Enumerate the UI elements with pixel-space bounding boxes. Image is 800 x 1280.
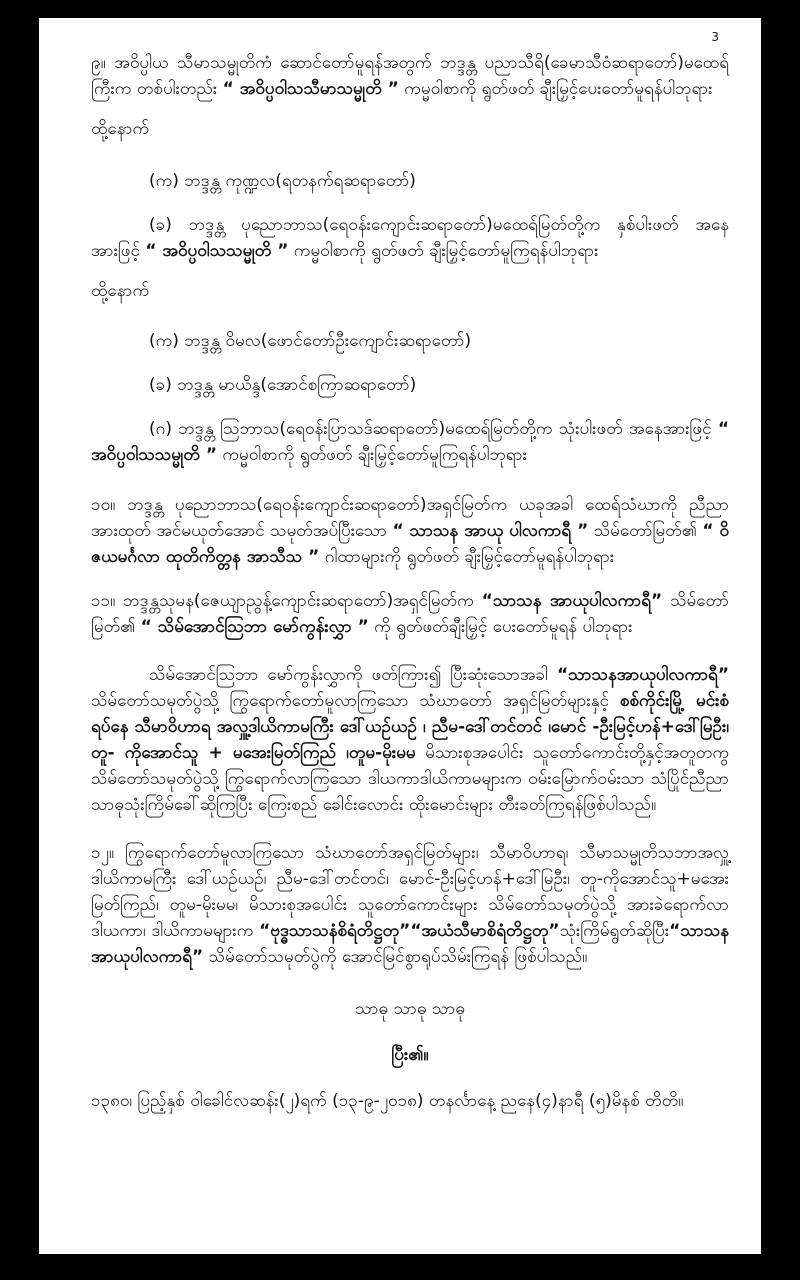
bold-text: “ ဝိဇယမင်္ဂလာ ထုတိကိတ္တန အာသီသ ” — [91, 521, 729, 567]
bold-text: “သာသန အာယုပါလကာရီ” — [481, 591, 663, 611]
text-span: ထို့နောက် — [91, 119, 150, 139]
document-page — [39, 18, 761, 1254]
paragraph-p12 — [91, 662, 729, 818]
paragraph-sadhu — [91, 996, 729, 1022]
paragraph-l2 — [91, 212, 729, 264]
paragraph-l3 — [91, 328, 729, 354]
text-span: ဂါထာများကို ရွတ်ဖတ် ချီးမြှင့်တော်မူရန်ပါဘုရား — [319, 547, 615, 567]
text-span: သိမ်တော်မြတ်၏ — [91, 591, 730, 637]
paragraph-p10 — [91, 492, 729, 570]
text-span: သုံးကြိမ်ရွတ်ဆိုပြီး — [559, 921, 670, 941]
paragraph-p9 — [91, 50, 729, 102]
bold-text: “ အဝိပ္ပဝါသသမ္မုတိ ” — [145, 241, 289, 261]
bold-text: “ အဝိပ္ပဝါသသီမာသမ္မုတိ ” — [222, 79, 399, 99]
text-span: (က) ဘဒ္ဒန္တ ဝိမလ(ဖောင်တော်ဦးကျောင်းဆရာတော်) — [149, 331, 472, 351]
bold-text: “ဗုဒ္ဓသာသနံစိရံတိဋ္ဌတု”“အယံသီမာစိရံတိဋ္ဌတု” — [259, 921, 560, 941]
text-span: သိမ်အောင်ဩဘာ မော်ကွန်းလွှာကို ဖတ်ကြား၍ ပြီးဆုံးသောအခါ — [149, 665, 557, 685]
paragraph-l1 — [91, 168, 729, 194]
text-span: သိမ်တော်သမုတ်ပွဲသို့ ကြွရောက်တော်မူလာကြသော သံဃာတော် အရှင်မြတ်များနှင့် — [91, 691, 620, 711]
text-span: ကို ရွတ်ဖတ်ချီးမြှင့် ပေးတော်မူရန် ပါဘုရား — [368, 617, 633, 637]
paragraph-end — [91, 1042, 729, 1068]
bold-text: “ သိမ်အောင်ဩဘာ မော်ကွန်းလွှာ ” — [140, 617, 369, 637]
text-span: ကမ္မဝါစာကို ရွတ်ဖတ် ချီးမြှင့်တော်မူကြရန်ပါဘုရား — [217, 445, 527, 465]
text-span: ၁၃၈၀၊ ပြည့်နှစ် ဝါခေါင်လဆန်း(၂)ရက် (၁၃-၉-၂၀၁၈) တနင်္လာနေ့ ညနေ(၄)နာရီ (၅)မိနစ် တိတိ။ — [91, 1091, 684, 1111]
paragraph-t1 — [91, 116, 729, 142]
paragraph-t2 — [91, 278, 729, 304]
text-span: သိမ်တော်သမုတ်ပွဲကို အောင်မြင်စွာရုပ်သိမ်းကြရန် ဖြစ်ပါသည်။ — [203, 947, 588, 967]
text-span: (ခ) ဘဒ္ဒန္တ ပုညောဘာသ(ရေဝန်းကျောင်းဆရာတော်)မထေရ်မြတ်တို့က နှစ်ပါးဖတ် အနေအားဖြင့် — [91, 215, 729, 261]
text-span: ၁၀။ ဘဒ္ဒန္တ ပုညောဘာသ(ရေဝန်းကျောင်းဆရာတော်)အရှင်မြတ်က ယခုအခါ ထေရ်သံဃာကို ညီညာအားထုတ် အင်မယုတ်အောင် သမုတ်အပ်ပြီးသော — [91, 495, 729, 541]
text-span: သိမ်တော်မြတ်၏ — [588, 521, 703, 541]
text-span: ၉။ အဝိပ္ပါယ သီမာသမ္မုတိကံ ဆောင်တော်မူရန်အတွက် ဘဒ္ဒန္တ ပညာသီရိ(ခေမာသီဝံဆရာတော်)မထေရ်ကြီးက တစ်ပါးတည်း — [91, 53, 729, 99]
text-span: (က) ဘဒ္ဒန္တ ကုဏ္ဍလ(ရတနက်ရဆရာတော်) — [149, 171, 416, 191]
bold-text: “ အဝိပ္ပဝါသသမ္မုတိ ” — [91, 419, 729, 465]
text-span: ၁၁။ ဘဒ္ဒန္တသုမန(ဇေယျာညွန့်ကျောင်းဆရာတော်)အရှင်မြတ်က — [91, 591, 482, 611]
bold-text: “ သာသန အာယု ပါလကာရီ ” — [392, 521, 589, 541]
text-span: ထို့နောက် — [91, 281, 150, 301]
text-span: ၁၂။ ကြွရောက်တော်မူလာကြသော သံဃာတော်အရှင်မြတ်များ၊ သီမာဝိဟာရ၊ သီမာသမ္မုတိသဘာအလှူ့ဒါယိကာမကြီး ဒေါ်ယဉ်ယဉ်၊ ညီမ-ဒေါ်တင်တင်၊ မောင်-ဦးမြင့်ဟန်+ဒေါ်မြဦး၊ တူ-ကိုအောင်သူ+မအေးမြတ်ကြည်၊ တူမ-မိုးမမ၊ မိသားစုအပေါင်း သူတော်ကောင်းများ သိမ်တော်သမုတ်ပွဲသို့ အားခဲရောက်လာ ဒါယကာ၊ ဒါယိကာမများက — [91, 843, 729, 941]
paragraph-l5 — [91, 416, 729, 468]
paragraph-p11 — [91, 588, 729, 640]
bold-text: “သာသနအာယုပါလကာရီ” — [91, 921, 729, 967]
text-span: (ခ) ဘဒ္ဒန္တ မာယိန္ဒ(အောင်စကြာဆရာတော်) — [149, 375, 417, 395]
paragraph-l4 — [91, 372, 729, 398]
text-span: မိသားစုအပေါင်း သူတော်ကောင်းတို့နှင့်အတူတကွ သိမ်တော်သမုတ်ပွဲသို့ ကြွရောက်လာကြသော ဒါယကာဒါယိကာမများက ဝမ်းမြောက်ဝမ်းသာ သံပြိုင်ညီညာ သာဓုသုံးကြိမ်ခေါ်ဆိုကြပြီး ကြေးစည် ခေါင်းလောင်း ထိုးမောင်းများ တီးခတ်ကြရန်ဖြစ်ပါသည်။ — [91, 743, 729, 815]
page-number: 3 — [711, 30, 719, 44]
bold-text: ပြီး၏။ — [391, 1045, 429, 1065]
document-body — [91, 50, 729, 1114]
text-span: သာဓု သာဓု သာဓု — [355, 999, 465, 1019]
bold-text: စစ်ကိုင်းမြို့ မင်းစံရပ်နေ သီမာဝိဟာရ အလှူ့ဒါယိကာမကြီး ဒေါ်ယဉ်ယဉ် ၊ ညီမ-ဒေါ်တင်တင် ၊မောင် -ဦးမြင့်ဟန်+ဒေါ်မြဦး၊ တူ- ကိုအောင်သူ + မအေးမြတ်ကြည် ၊တူမ-မိုးမမ — [91, 691, 730, 763]
text-span: (ဂ) ဘဒ္ဒန္တ ဩဘာသ(ရေဝန်းပြာသဒ်ဆရာတော်)မထေရ်မြတ်တို့က သုံးပါးဖတ် အနေအားဖြင့် — [149, 419, 718, 439]
bold-text: “သာသနအာယုပါလကာရီ” — [556, 665, 729, 685]
text-span: ကမ္မဝါစာကို ရွတ်ဖတ် ချီးမြှင့်တော်မူကြရန်ပါဘုရား — [288, 241, 599, 261]
text-span: ကမ္မဝါစာကို ရွတ်ဖတ် ချီးမြှင့်ပေးတော်မူရန်ပါဘုရား — [398, 79, 713, 99]
paragraph-date — [91, 1088, 729, 1114]
paragraph-p13 — [91, 840, 729, 970]
